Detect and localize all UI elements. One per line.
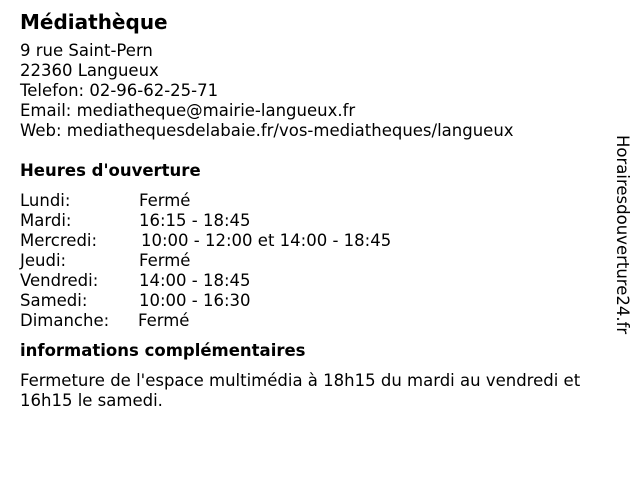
city-postcode: 22360 Langueux (20, 61, 159, 80)
day-label: Vendredi: (20, 271, 99, 290)
hours-row (20, 191, 615, 211)
hours-row (20, 271, 615, 291)
day-hours: 14:00 - 18:45 (139, 271, 251, 290)
day-label: Mardi: (20, 211, 72, 230)
opening-hours-table (20, 191, 615, 331)
day-hours: Fermé (138, 311, 190, 330)
address-block (20, 41, 615, 141)
day-hours: 10:00 - 16:30 (139, 291, 251, 310)
phone-number: Telefon: 02-96-62-25-71 (20, 81, 219, 100)
street-address: 9 rue Saint-Pern (20, 41, 153, 60)
day-hours: Fermé (139, 191, 191, 210)
hours-row (20, 291, 615, 311)
day-label: Mercredi: (20, 231, 98, 250)
day-label: Jeudi: (20, 251, 67, 270)
email-address: Email: mediatheque@mairie-langueux.fr (20, 101, 356, 120)
page-title: Médiathèque (20, 10, 168, 34)
hours-row (20, 251, 615, 271)
website-url: Web: mediathequesdelabaie.fr/vos-mediatheques/langueux (20, 121, 514, 140)
opening-hours-heading: Heures d'ouverture (20, 161, 201, 180)
day-label: Samedi: (20, 291, 88, 310)
hours-row (20, 311, 615, 331)
day-hours: Fermé (139, 251, 191, 270)
additional-info-heading: informations complémentaires (20, 341, 306, 360)
business-info-panel (20, 10, 615, 411)
additional-info-text: Fermeture de l'espace multimédia à 18h15 du mardi au vendredi et 16h15 le samedi. (20, 371, 581, 410)
site-watermark: Horairesdouverture24.fr (613, 135, 632, 335)
day-label: Dimanche: (20, 311, 110, 330)
hours-row (20, 211, 615, 231)
day-label: Lundi: (20, 191, 71, 210)
hours-row (20, 231, 615, 251)
day-hours: 10:00 - 12:00 et 14:00 - 18:45 (141, 231, 392, 250)
day-hours: 16:15 - 18:45 (139, 211, 251, 230)
